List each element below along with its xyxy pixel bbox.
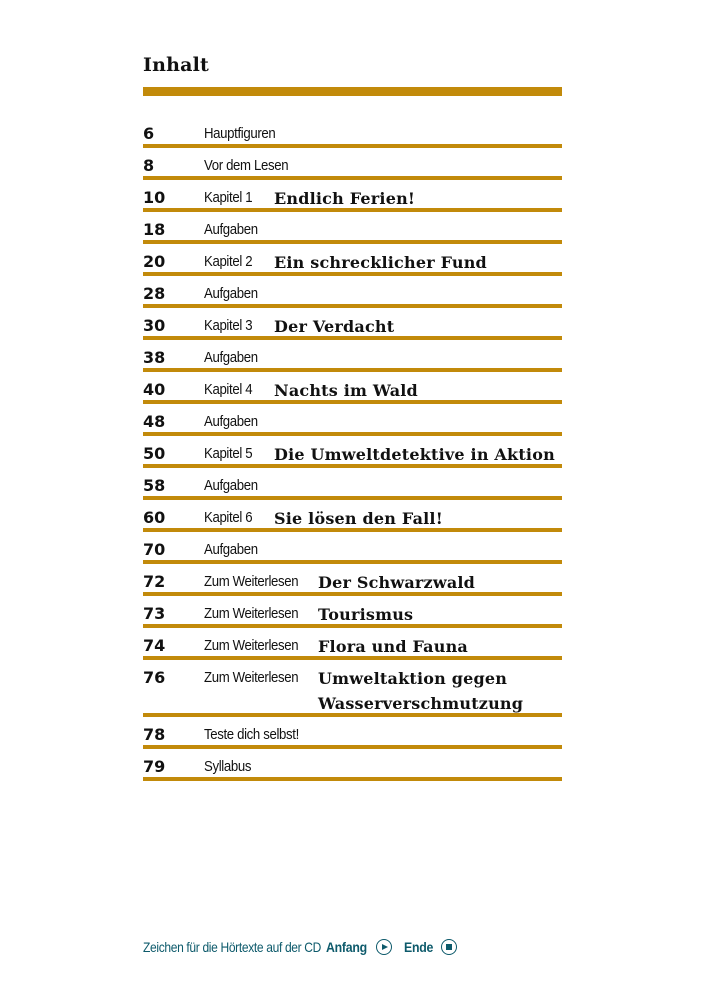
toc-page-number: 78 [143, 725, 166, 744]
toc-section-title: Der Schwarzwald [318, 573, 476, 592]
toc-label: Aufgaben [204, 413, 258, 430]
toc-chapter-title: Der Verdacht [274, 317, 395, 336]
toc-row[interactable] [143, 244, 562, 276]
toc-row[interactable] [143, 500, 562, 532]
toc-page-number: 6 [143, 124, 155, 143]
toc-label: Syllabus [204, 758, 252, 775]
toc-row[interactable] [143, 628, 562, 660]
audio-legend-note: Zeichen für die Hörtexte auf der CD [143, 939, 322, 955]
toc-page-number: 28 [143, 284, 166, 303]
toc-label: Kapitel 4 [204, 381, 253, 398]
toc-row[interactable] [143, 212, 562, 244]
toc-page-number: 38 [143, 348, 166, 367]
toc-page-number: 48 [143, 412, 166, 431]
audio-legend [143, 936, 469, 958]
toc-row[interactable] [143, 749, 562, 781]
toc-page-number: 50 [143, 444, 166, 463]
toc-row[interactable] [143, 660, 562, 717]
toc-page-number: 73 [143, 604, 166, 623]
toc-label: Zum Weiterlesen [204, 605, 299, 622]
toc-label: Zum Weiterlesen [204, 669, 299, 686]
title-divider [143, 87, 562, 96]
toc-page-number: 30 [143, 316, 166, 335]
toc-row[interactable] [143, 596, 562, 628]
toc-label: Kapitel 2 [204, 253, 253, 270]
audio-start-label: Anfang [326, 939, 367, 955]
toc-chapter-title: Ein schrecklicher Fund [274, 253, 487, 272]
toc-row[interactable] [143, 372, 562, 404]
stop-icon [441, 939, 457, 955]
toc-label: Aufgaben [204, 541, 258, 558]
toc-label: Hauptfiguren [204, 125, 276, 142]
toc-chapter-title: Endlich Ferien! [274, 189, 416, 208]
toc-label: Aufgaben [204, 221, 258, 238]
play-icon [376, 939, 392, 955]
toc-row[interactable] [143, 148, 562, 180]
toc-page-number: 18 [143, 220, 166, 239]
toc-row[interactable] [143, 340, 562, 372]
toc-row[interactable] [143, 404, 562, 436]
toc-label: Teste dich selbst! [204, 726, 299, 743]
table-of-contents [143, 116, 562, 781]
toc-label: Vor dem Lesen [204, 157, 289, 174]
toc-row[interactable] [143, 116, 562, 148]
toc-page-number: 72 [143, 572, 166, 591]
toc-label: Aufgaben [204, 349, 258, 366]
toc-row[interactable] [143, 308, 562, 340]
toc-row[interactable] [143, 717, 562, 749]
toc-section-title: Flora und Fauna [318, 637, 468, 656]
toc-row[interactable] [143, 276, 562, 308]
toc-page-number: 74 [143, 636, 166, 655]
toc-label: Aufgaben [204, 285, 258, 302]
toc-label: Aufgaben [204, 477, 258, 494]
toc-row[interactable] [143, 468, 562, 500]
toc-row[interactable] [143, 180, 562, 212]
toc-label: Kapitel 5 [204, 445, 253, 462]
toc-row[interactable] [143, 436, 562, 468]
audio-end-label: Ende [404, 939, 434, 955]
toc-chapter-title: Nachts im Wald [274, 381, 418, 400]
toc-section-title: Tourismus [318, 605, 414, 624]
toc-section-title: Umweltaktion gegen [318, 669, 508, 688]
toc-page-number: 40 [143, 380, 166, 399]
toc-page-number: 8 [143, 156, 155, 175]
toc-label: Zum Weiterlesen [204, 637, 299, 654]
toc-page-number: 20 [143, 252, 166, 271]
toc-page-number: 60 [143, 508, 166, 527]
toc-chapter-title: Sie lösen den Fall! [274, 509, 443, 528]
toc-row[interactable] [143, 564, 562, 596]
toc-page-number: 70 [143, 540, 166, 559]
page-title: Inhalt [143, 54, 210, 76]
toc-page-number: 79 [143, 757, 166, 776]
toc-section-title-line-2: Wasserverschmutzung [318, 694, 524, 713]
toc-page-number: 76 [143, 668, 166, 687]
toc-chapter-title: Die Umweltdetektive in Aktion [274, 445, 555, 464]
toc-page-number: 58 [143, 476, 166, 495]
toc-row[interactable] [143, 532, 562, 564]
toc-label: Kapitel 3 [204, 317, 253, 334]
toc-page-number: 10 [143, 188, 166, 207]
toc-label: Kapitel 6 [204, 509, 253, 526]
toc-label: Zum Weiterlesen [204, 573, 299, 590]
toc-label: Kapitel 1 [204, 189, 253, 206]
